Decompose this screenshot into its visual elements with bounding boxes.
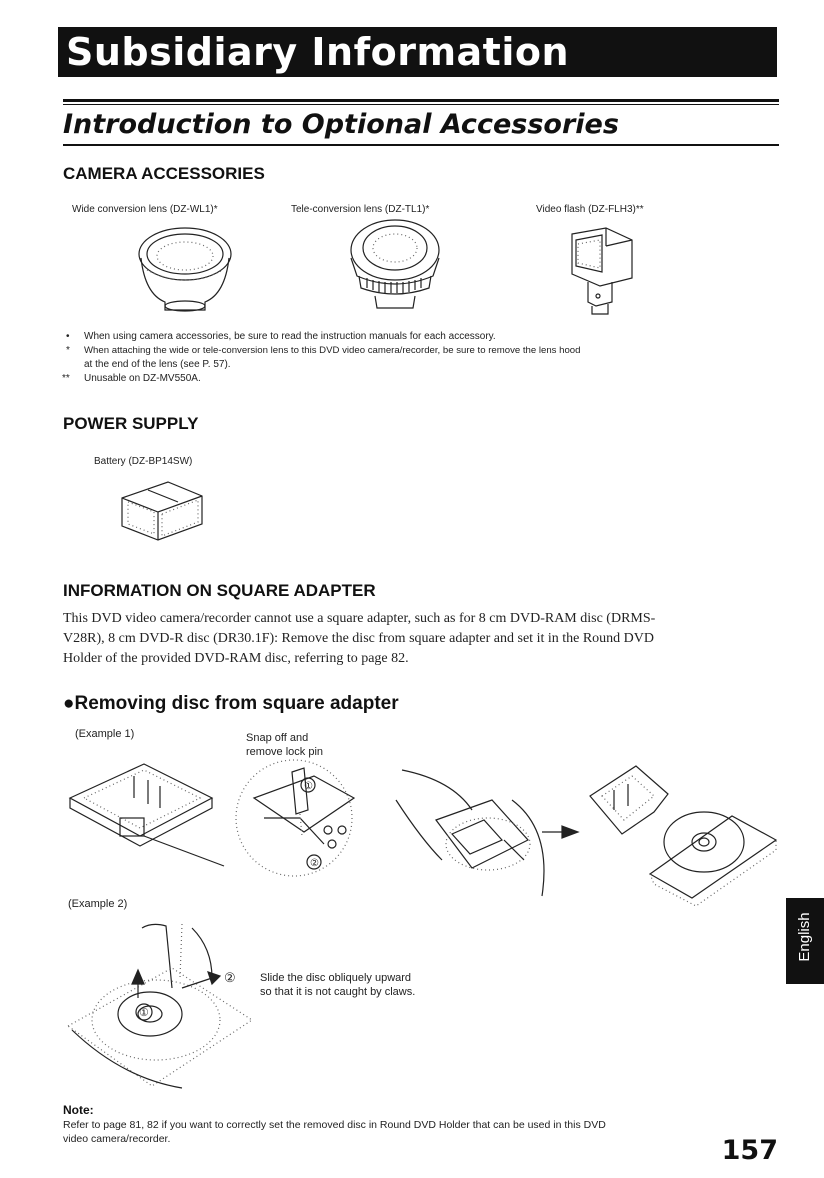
- step-2-marker: ②: [310, 858, 319, 869]
- page-header-title: Subsidiary Information: [66, 30, 570, 74]
- power-supply-heading: POWER SUPPLY: [63, 414, 199, 433]
- camera-note: When attaching the wide or tele-conversion lens to this DVD video camera/recorder, be sure to remove the lens hood: [84, 345, 581, 356]
- note-mark: •: [66, 331, 70, 342]
- camera-note: When using camera accessories, be sure to read the instruction manuals for each accessory.: [84, 331, 496, 342]
- slide-disc-instruction: so that it is not caught by claws.: [260, 986, 416, 998]
- note-mark: **: [62, 373, 70, 384]
- adapter-line: This DVD video camera/recorder cannot use a square adapter, such as for 8 cm DVD-RAM disc (DRMS-: [63, 611, 656, 626]
- battery-icon: [118, 478, 208, 544]
- camera-note: at the end of the lens (see P. 57).: [84, 359, 231, 370]
- battery-label: Battery (DZ-BP14SW): [94, 456, 193, 467]
- slide-disc-illustration: [62, 918, 262, 1096]
- note-mark: *: [66, 345, 70, 356]
- removing-disc-heading: ●Removing disc from square adapter: [63, 693, 399, 714]
- tele-lens-icon: [345, 218, 445, 312]
- wide-lens-label: Wide conversion lens (DZ-WL1)*: [72, 204, 218, 215]
- square-adapter-heading: INFORMATION ON SQUARE ADAPTER: [63, 581, 376, 600]
- video-flash-label: Video flash (DZ-FLH3)**: [536, 204, 644, 215]
- camera-accessories-heading: CAMERA ACCESSORIES: [63, 164, 265, 183]
- disc-removal-illustration: [392, 760, 792, 910]
- square-adapter-illustration: [64, 758, 364, 898]
- divider: [63, 99, 779, 102]
- wide-lens-icon: [135, 224, 235, 314]
- slide-disc-instruction: Slide the disc obliquely upward: [260, 972, 412, 984]
- note-label: Note:: [63, 1103, 94, 1117]
- note-text: Refer to page 81, 82 if you want to correctly set the removed disc in Round DVD Holder that can be used in this DVD: [63, 1119, 606, 1131]
- video-flash-icon: [566, 226, 638, 318]
- page-number: 157: [721, 1135, 778, 1166]
- example-2-label: (Example 2): [68, 898, 128, 910]
- adapter-line: Holder of the provided DVD-RAM disc, referring to page 82.: [63, 651, 409, 666]
- step-1-marker: ①: [139, 1007, 149, 1019]
- divider: [63, 144, 779, 146]
- adapter-line: V28R), 8 cm DVD-R disc (DR30.1F): Remove the disc from square adapter and set it in the Round DVD: [63, 631, 655, 646]
- step-1-marker: ①: [304, 781, 313, 792]
- note-text: video camera/recorder.: [63, 1133, 171, 1145]
- camera-note: Unusable on DZ-MV550A.: [84, 373, 201, 384]
- language-side-tab-label: English: [796, 912, 813, 962]
- remove-lock-pin-label: remove lock pin: [246, 746, 324, 758]
- snap-off-label: Snap off and: [246, 732, 309, 744]
- example-1-label: (Example 1): [75, 728, 135, 740]
- tele-lens-label: Tele-conversion lens (DZ-TL1)*: [291, 204, 430, 215]
- section-title: Introduction to Optional Accessories: [63, 109, 619, 140]
- adapter-paragraph: [63, 609, 781, 669]
- step-2-marker: ②: [224, 970, 236, 985]
- divider: [63, 104, 779, 105]
